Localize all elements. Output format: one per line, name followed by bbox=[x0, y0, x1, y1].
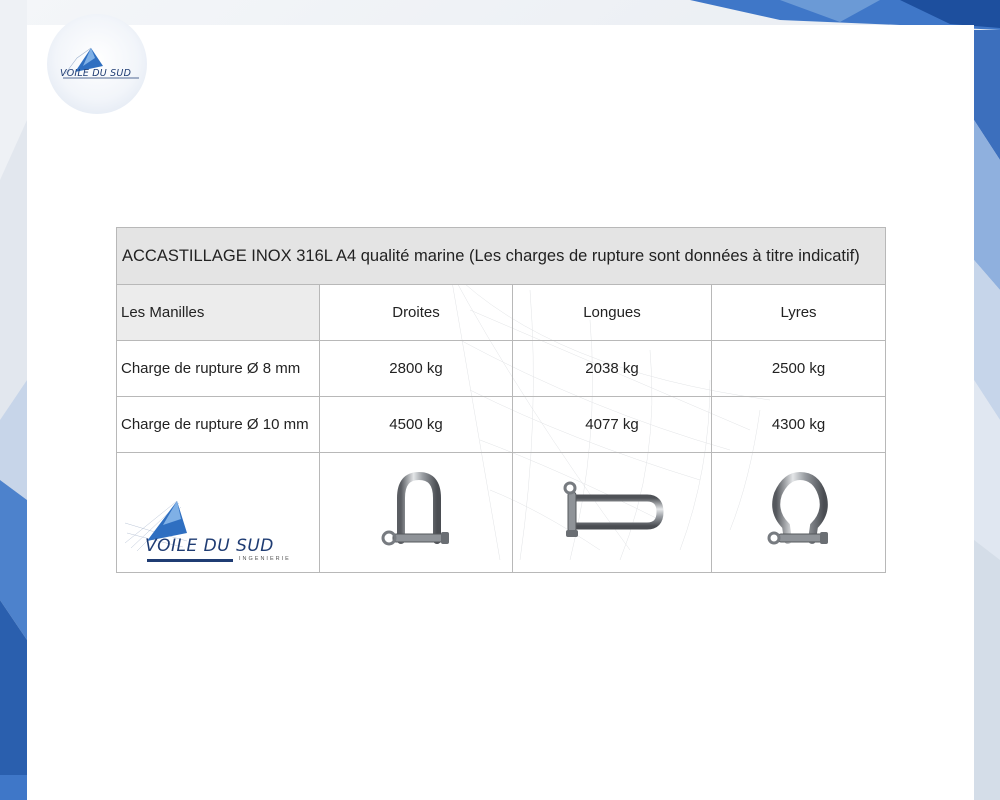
value-lyres-10mm: 4300 kg bbox=[712, 397, 886, 453]
bow-shackle-icon bbox=[754, 468, 844, 558]
value-longues-8mm: 2038 kg bbox=[513, 341, 712, 397]
logo-subtitle: INGENIERIE bbox=[239, 556, 291, 562]
value-lyres-8mm: 2500 kg bbox=[712, 341, 886, 397]
shackle-spec-table bbox=[116, 227, 886, 573]
company-logo bbox=[47, 14, 147, 114]
table-row bbox=[117, 397, 886, 453]
row-label-8mm: Charge de rupture Ø 8 mm bbox=[117, 341, 320, 397]
straight-shackle-icon bbox=[371, 468, 461, 558]
table-logo-cell bbox=[117, 453, 320, 573]
sail-logo-icon bbox=[47, 14, 147, 114]
value-droites-8mm: 2800 kg bbox=[320, 341, 513, 397]
value-longues-10mm: 4077 kg bbox=[513, 397, 712, 453]
image-droites bbox=[320, 453, 513, 573]
col-head-longues: Longues bbox=[513, 285, 712, 341]
table-title: ACCASTILLAGE INOX 316L A4 qualité marine (Les charges de rupture sont données à titre indicatif) bbox=[117, 228, 886, 285]
logo-text: VOILE DU SUD bbox=[60, 68, 132, 79]
long-shackle-icon bbox=[552, 468, 672, 558]
col-head-droites: Droites bbox=[320, 285, 513, 341]
table-row bbox=[117, 341, 886, 397]
col-head-lyres: Lyres bbox=[712, 285, 886, 341]
value-droites-10mm: 4500 kg bbox=[320, 397, 513, 453]
header-label-manilles: Les Manilles bbox=[117, 285, 320, 341]
image-lyres bbox=[712, 453, 886, 573]
row-label-10mm: Charge de rupture Ø 10 mm bbox=[117, 397, 320, 453]
image-longues bbox=[513, 453, 712, 573]
logo-text: VOILE DU SUD bbox=[145, 536, 274, 556]
logo-underline bbox=[147, 559, 233, 562]
